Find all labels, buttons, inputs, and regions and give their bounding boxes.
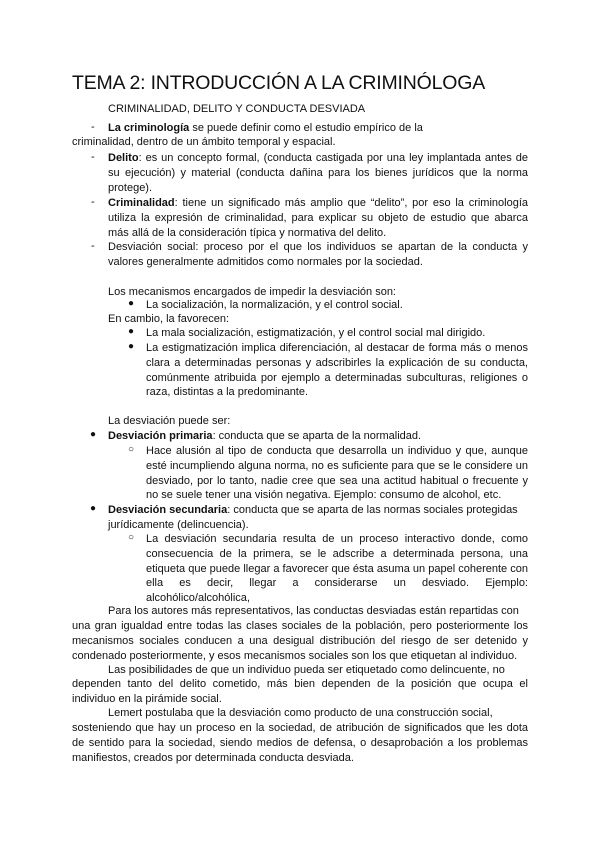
secundaria-subitem: La desviación secundaria resulta de un proceso interactivo donde, como consecuencia de la primera, se le adscribe a determinada persona, una etiqueta que puede llegar a favorecer que ésta asuma un papel coherente con ella es decir, llegar a considerarse un desviado. Ejemplo: alcohólico/alcohólica, [146,533,528,605]
favorecen-item-2: La estigmatización implica diferenciación, al destacar de forma más o menos clara a determinadas personas y adscribirles la explicación de su conducta, comúnmente atribuida por ejemplo a determinadas subculturas, religiones o raza, distintas a la predominante. [146,342,528,399]
document-title: TEMA 2: INTRODUCCIÓN A LA CRIMINÓLOGA [72,72,486,94]
section-subtitle: CRIMINALIDAD, DELITO Y CONDUCTA DESVIADA [108,103,366,115]
criminologia-text: se puede definir como el estudio empírico de la [189,122,423,134]
paragraph-2-rest: dependen tanto del delito cometido, más bien dependen de la posición que ocupa el individuo en la pirámide social. [72,678,528,705]
bullet-marker: ● [128,341,135,352]
paragraph-1-rest: una gran igualdad entre todas las clases sociales de la población, pero posteriormente los mecanismos sociales conducen a una desigual distribución del riesgo de ser detenido y condenado posteriormente, y esos mecanismos sociales son los que etiquetan al individuo. [72,620,528,662]
criminologia-term: La criminología [108,122,190,134]
secundaria-item [108,503,528,533]
criminologia-line1 [108,121,528,136]
bullet-marker: ● [128,326,135,337]
mecanismos-intro: Los mecanismos encargados de impedir la desviación son: [108,286,396,298]
dash-marker: - [91,151,95,163]
secundaria-term: Desviación secundaria [108,504,228,516]
bullet-marker: ● [90,503,97,514]
delito-item [108,151,528,195]
criminalidad-text: : tiene un significado más amplio que “delito”, por eso la criminología utiliza la expresión de criminalidad, para explicar su objeto de estudio que abarca más allá de la consideración típica y normativa del delito. [108,197,528,239]
paragraph-3-rest: sosteniendo que hay un proceso en la sociedad, de atribución de significados que les dota de sentido para la sociedad, siendo medios de defensa, o desaprobación a los problemas manifiestos, creados por determinada conducta desviada. [72,722,528,764]
bullet-marker: ● [90,429,97,440]
favorecen-item-1: La mala socialización, estigmatización, y el control social mal dirigido. [146,327,486,339]
paragraph-1-first-line: Para los autores más representativos, las conductas desviadas están repartidas con [108,605,519,617]
favorecen-intro: En cambio, la favorecen: [108,313,230,325]
dash-marker: - [91,240,95,252]
circle-marker: ○ [128,532,135,543]
criminalidad-item [108,196,528,240]
paragraph-3-first-line: Lemert postulaba que la desviación como producto de una construcción social, [108,707,493,719]
tipos-intro: La desviación puede ser: [108,415,231,427]
dash-marker: - [91,121,95,133]
dash-marker: - [91,196,95,208]
primaria-subitem: Hace alusión al tipo de conducta que desarrolla un individuo y que, aunque esté incumpliendo alguna norma, no es suficiente para que se le considere un desviado, por lo tanto, nadie cree que sea una actitud habitual o frecuente y no se suele tener una visión negativa. Ejemplo: consumo de alcohol, etc. [146,445,528,502]
delito-term: Delito [108,152,139,164]
primaria-item [108,429,528,444]
criminalidad-term: Criminalidad [108,197,175,209]
paragraph-2-first-line: Las posibilidades de que un individuo pueda ser etiquetado como delincuente, no [108,664,505,676]
circle-marker: ○ [128,444,135,455]
desviacion-item: Desviación social: proceso por el que los individuos se apartan de la conducta y valores generalmente admitidos como normales por la sociedad. [108,241,528,268]
bullet-marker: ● [128,298,135,309]
criminologia-line2: criminalidad, dentro de un ámbito temporal y espacial. [72,136,336,148]
secundaria-text: : conducta que se aparta de las normas sociales protegidas jurídicamente (delincuencia). [108,504,518,531]
primaria-text: : conducta que se aparta de la normalidad. [212,430,422,442]
mecanismos-item-1: La socialización, la normalización, y el control social. [146,299,403,311]
delito-text: : es un concepto formal, (conducta castigada por una ley implantada antes de su ejecución) y material (conducta dañina para los bienes jurídicos que la norma protege). [108,152,528,194]
primaria-term: Desviación primaria [108,430,213,442]
